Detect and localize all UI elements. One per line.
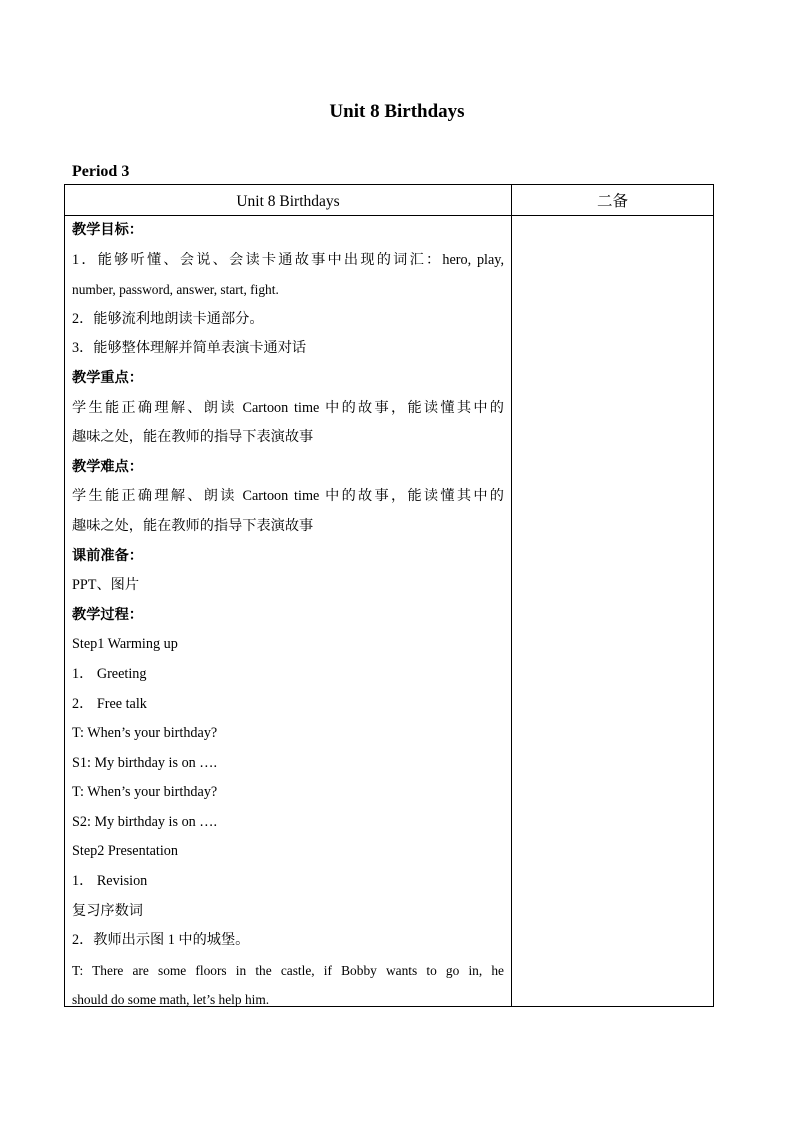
section-heading-difficulties: 教学难点： (72, 458, 143, 475)
step2-heading: Step2 Presentation (72, 843, 178, 860)
step1-item-1: 1． Greeting (72, 665, 147, 682)
column-divider (511, 185, 512, 1006)
step1-heading: Step1 Warming up (72, 636, 178, 653)
step1-item-2: 2． Free talk (72, 695, 147, 712)
period-label: Period 3 (72, 163, 130, 180)
section-heading-key-points: 教学重点： (72, 369, 143, 386)
key-points-line-2: 趣味之处，能在教师的指导下表演故事 (72, 429, 314, 446)
dialogue-line-4: S2: My birthday is on …. (72, 813, 218, 830)
dialogue-line-1: T: When’s your birthday? (72, 725, 218, 742)
difficulties-line-1: 学生能正确理解、朗读 Cartoon time 中的故事，能读懂其中的 (72, 488, 504, 505)
step2-item-1: 1． Revision (72, 873, 148, 890)
dialogue-line-3: T: When’s your birthday? (72, 784, 218, 801)
teacher-line-2: should do some math, let’s help him. (72, 992, 270, 1008)
preparation-text: PPT、图片 (72, 577, 140, 594)
step2-item-1-note: 复习序数词 (72, 902, 143, 919)
objective-1-line-1: 1．能够听懂、会说、会读卡通故事中出现的词汇：hero, play, (72, 251, 504, 268)
document-title: Unit 8 Birthdays (329, 101, 465, 122)
teacher-line-1: T: There are some floors in the castle, if Bobby wants to go in, he (72, 962, 504, 978)
key-points-line-1: 学生能正确理解、朗读 Cartoon time 中的故事，能读懂其中的 (72, 399, 504, 416)
difficulties-line-2: 趣味之处，能在教师的指导下表演故事 (72, 517, 314, 534)
section-heading-procedure: 教学过程： (72, 606, 143, 623)
dialogue-line-2: S1: My birthday is on …. (72, 754, 218, 771)
lesson-content (72, 216, 504, 1015)
table-header-second-prep: 二备 (596, 193, 628, 210)
step2-item-2: 2．教师出示图 1 中的城堡。 (72, 932, 250, 949)
objective-1-line-2: number, password, answer, start, fight. (72, 282, 279, 298)
objective-2: 2．能够流利地朗读卡通部分。 (72, 310, 264, 327)
section-heading-preparation: 课前准备： (72, 547, 143, 564)
table-header-lesson: Unit 8 Birthdays (236, 193, 340, 210)
section-heading-objectives: 教学目标： (72, 222, 143, 238)
objective-3: 3．能够整体理解并简单表演卡通对话 (72, 340, 307, 357)
